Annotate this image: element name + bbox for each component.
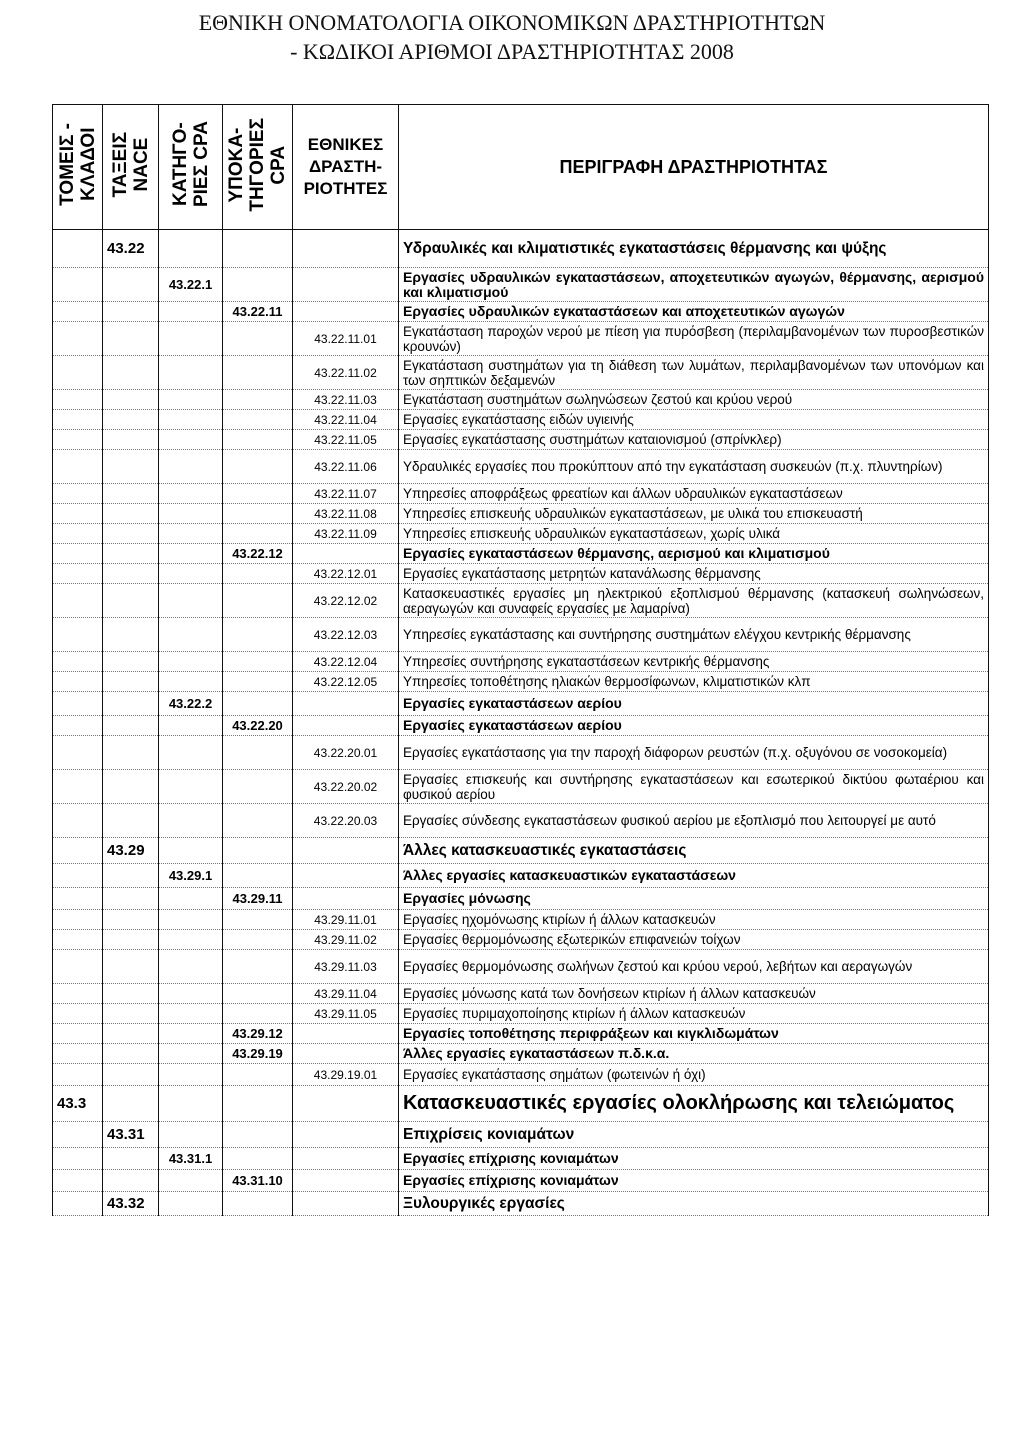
activity-code: 43.3 [53,1086,103,1122]
column-header-cpa-categories: ΚΑΤΗΓΟ- ΡΙΕΣ CPA [159,105,223,230]
empty-cell [223,804,293,838]
empty-cell [223,984,293,1004]
activity-description: Εργασίες εγκατάστασης για την παροχή διάφορων ρευστών (π.χ. οξυγόνου σε νοσοκομεία) [399,736,989,770]
empty-cell [103,356,159,390]
empty-cell [159,1024,223,1044]
table-row [53,230,989,268]
empty-cell [53,430,103,450]
table-row [53,390,989,410]
empty-cell [103,770,159,804]
activity-description: Άλλες εργασίες εγκαταστάσεων π.δ.κ.α. [399,1044,989,1064]
table-row [53,322,989,356]
table-row [53,1122,989,1148]
activity-description: Εργασίες εγκατάστασης συστημάτων καταιονισμού (σπρίνκλερ) [399,430,989,450]
empty-cell [53,1192,103,1216]
empty-cell [159,484,223,504]
table-row [53,1192,989,1216]
empty-cell [103,888,159,910]
column-header-nace-classes: ΤΑΞΕΙΣ NACE [103,105,159,230]
empty-cell [103,1044,159,1064]
empty-cell [159,888,223,910]
empty-cell [223,564,293,584]
activity-description: Ξυλουργικές εργασίες [399,1192,989,1216]
empty-cell [159,504,223,524]
empty-cell [159,838,223,864]
empty-cell [159,1086,223,1122]
empty-cell [159,524,223,544]
empty-cell [53,1122,103,1148]
empty-cell [223,1004,293,1024]
activity-description: Επιχρίσεις κονιαμάτων [399,1122,989,1148]
activity-description: Κατασκευαστικές εργασίες μη ηλεκτρικού εξοπλισμού θέρμανσης (κατασκευή σωληνώσεων, αεραγωγών και συναφείς εργασίες με λαμαρίνα) [399,584,989,618]
empty-cell [103,984,159,1004]
empty-cell [53,770,103,804]
empty-cell [103,950,159,984]
activity-description: Εργασίες εγκατάστασης μετρητών κατανάλωσης θέρμανσης [399,564,989,584]
activity-description: Εργασίες τοποθέτησης περιφράξεων και κιγκλιδωμάτων [399,1024,989,1044]
empty-cell [103,544,159,564]
activity-code: 43.22.11.08 [293,504,399,524]
empty-cell [293,1122,399,1148]
activity-description: Εργασίες σύνδεσης εγκαταστάσεων φυσικού αερίου με εξοπλισμό που λειτουργεί με αυτό [399,804,989,838]
activity-description: Εργασίες εγκαταστάσεων αερίου [399,716,989,736]
empty-cell [103,1004,159,1024]
empty-cell [223,910,293,930]
empty-cell [53,322,103,356]
activity-code: 43.22.12.01 [293,564,399,584]
activity-description: Υπηρεσίες τοποθέτησης ηλιακών θερμοσίφωνων, κλιματιστικών κλπ [399,672,989,692]
empty-cell [223,268,293,302]
empty-cell [293,1024,399,1044]
activity-code: 43.29.11.05 [293,1004,399,1024]
empty-cell [223,736,293,770]
activity-description: Εγκατάσταση συστημάτων για τη διάθεση των λυμάτων, περιλαμβανομένων των υπονόμων και των σηπτικών δεξαμενών [399,356,989,390]
activity-description: Εργασίες επίχρισης κονιαμάτων [399,1148,989,1170]
empty-cell [53,1170,103,1192]
table-row [53,1086,989,1122]
table-row [53,864,989,888]
empty-cell [159,1064,223,1086]
empty-cell [159,1192,223,1216]
activity-code: 43.22.11.02 [293,356,399,390]
activity-description: Εργασίες εγκατάστασης σημάτων (φωτεινών ή όχι) [399,1064,989,1086]
empty-cell [103,584,159,618]
empty-cell [53,618,103,652]
empty-cell [53,230,103,268]
activity-description: Υπηρεσίες αποφράξεως φρεατίων και άλλων υδραυλικών εγκαταστάσεων [399,484,989,504]
table-row [53,692,989,716]
empty-cell [103,804,159,838]
empty-cell [53,484,103,504]
empty-cell [159,302,223,322]
activity-code: 43.22.12.04 [293,652,399,672]
empty-cell [103,390,159,410]
empty-cell [223,524,293,544]
column-header-description: ΠΕΡΙΓΡΑΦΗ ΔΡΑΣΤΗΡΙΟΤΗΤΑΣ [399,105,989,230]
empty-cell [223,430,293,450]
empty-cell [223,390,293,410]
table-row [53,736,989,770]
empty-cell [103,930,159,950]
activity-description: Εργασίες υδραυλικών εγκαταστάσεων, αποχετευτικών αγωγών, θέρμανσης, αερισμού και κλιματισμού [399,268,989,302]
empty-cell [223,1122,293,1148]
empty-cell [223,450,293,484]
empty-cell [293,888,399,910]
empty-cell [53,804,103,838]
activity-code: 43.29.19.01 [293,1064,399,1086]
empty-cell [103,1170,159,1192]
empty-cell [159,230,223,268]
empty-cell [53,930,103,950]
activity-code: 43.29.11.02 [293,930,399,950]
empty-cell [53,504,103,524]
activity-code: 43.31.10 [223,1170,293,1192]
activity-code: 43.22.20.02 [293,770,399,804]
table-row [53,450,989,484]
empty-cell [223,1192,293,1216]
activity-code: 43.22.11.09 [293,524,399,544]
empty-cell [103,504,159,524]
table-row [53,1148,989,1170]
activity-description: Εγκατάσταση συστημάτων σωληνώσεων ζεστού και κρύου νερού [399,390,989,410]
empty-cell [53,838,103,864]
activity-code: 43.22.11.07 [293,484,399,504]
activity-code: 43.22.11.03 [293,390,399,410]
activity-description: Άλλες εργασίες κατασκευαστικών εγκαταστάσεων [399,864,989,888]
table-body [53,230,989,1216]
empty-cell [103,864,159,888]
activity-code: 43.22.1 [159,268,223,302]
activity-description: Υπηρεσίες επισκευής υδραυλικών εγκαταστάσεων, με υλικά του επισκευαστή [399,504,989,524]
empty-cell [103,1024,159,1044]
empty-cell [223,930,293,950]
empty-cell [223,652,293,672]
activity-code: 43.22.11.01 [293,322,399,356]
empty-cell [53,910,103,930]
empty-cell [103,652,159,672]
activity-description: Εργασίες θερμομόνωσης εξωτερικών επιφανειών τοίχων [399,930,989,950]
activity-description: Υδραυλικές εργασίες που προκύπτουν από την εγκατάσταση συσκευών (π.χ. πλυντηρίων) [399,450,989,484]
empty-cell [53,450,103,484]
activity-description: Άλλες κατασκευαστικές εγκαταστάσεις [399,838,989,864]
empty-cell [223,864,293,888]
table-row [53,672,989,692]
activity-description: Κατασκευαστικές εργασίες ολοκλήρωσης και τελειώματος [399,1086,989,1122]
activity-code: 43.22.2 [159,692,223,716]
empty-cell [103,1086,159,1122]
activity-description: Εργασίες πυριμαχοποίησης κτιρίων ή άλλων κατασκευών [399,1004,989,1024]
table-row [53,302,989,322]
activity-code: 43.29 [103,838,159,864]
empty-cell [293,838,399,864]
empty-cell [103,564,159,584]
table-row [53,544,989,564]
table-row [53,1004,989,1024]
activity-description: Εργασίες επίχρισης κονιαμάτων [399,1170,989,1192]
empty-cell [103,1148,159,1170]
empty-cell [293,230,399,268]
empty-cell [53,1024,103,1044]
activity-code: 43.29.11.01 [293,910,399,930]
activity-code: 43.31 [103,1122,159,1148]
empty-cell [53,390,103,410]
empty-cell [159,930,223,950]
title-line-1: ΕΘΝΙΚΗ ΟΝΟΜΑΤΟΛΟΓΙΑ ΟΙΚΟΝΟΜΙΚΩΝ ΔΡΑΣΤΗΡΙΟΤΗΤΩΝ [198,10,826,35]
empty-cell [53,888,103,910]
empty-cell [53,544,103,564]
activity-code: 43.29.19 [223,1044,293,1064]
activity-code: 43.22.12.05 [293,672,399,692]
activity-code: 43.22.20.01 [293,736,399,770]
empty-cell [159,410,223,430]
table-row [53,524,989,544]
empty-cell [103,736,159,770]
table-row [53,430,989,450]
empty-cell [223,322,293,356]
activity-code: 43.22.12.02 [293,584,399,618]
empty-cell [293,1170,399,1192]
empty-cell [159,1044,223,1064]
table-row [53,484,989,504]
activity-code: 43.22.20.03 [293,804,399,838]
activity-code: 43.22.11.06 [293,450,399,484]
empty-cell [53,692,103,716]
activity-code: 43.31.1 [159,1148,223,1170]
activity-code: 43.22.11 [223,302,293,322]
empty-cell [293,544,399,564]
empty-cell [223,410,293,430]
activity-description: Εργασίες εγκαταστάσεων θέρμανσης, αερισμού και κλιματισμού [399,544,989,564]
empty-cell [159,430,223,450]
activity-description: Υδραυλικές και κλιματιστικές εγκαταστάσεις θέρμανσης και ψύξης [399,230,989,268]
empty-cell [293,1192,399,1216]
empty-cell [159,544,223,564]
empty-cell [223,692,293,716]
activity-description: Εργασίες μόνωσης κατά των δονήσεων κτιρίων ή άλλων κατασκευών [399,984,989,1004]
empty-cell [53,950,103,984]
activity-description: Εργασίες επισκευής και συντήρησης εγκαταστάσεων και εσωτερικού δικτύου φωταέριου και φυσικού αερίου [399,770,989,804]
empty-cell [293,1148,399,1170]
empty-cell [159,564,223,584]
empty-cell [223,1148,293,1170]
empty-cell [53,1044,103,1064]
empty-cell [223,584,293,618]
empty-cell [159,950,223,984]
empty-cell [223,484,293,504]
column-header-national-activities: ΕΘΝΙΚΕΣ ΔΡΑΣΤΗ- ΡΙΟΤΗΤΕΣ [293,105,399,230]
empty-cell [223,504,293,524]
document-title [0,8,1024,66]
empty-cell [293,864,399,888]
empty-cell [223,672,293,692]
activity-code: 43.32 [103,1192,159,1216]
empty-cell [53,410,103,430]
activity-description: Εργασίες υδραυλικών εγκαταστάσεων και αποχετευτικών αγωγών [399,302,989,322]
table-row [53,950,989,984]
empty-cell [53,716,103,736]
table-row [53,1170,989,1192]
empty-cell [293,268,399,302]
empty-cell [103,302,159,322]
activity-code: 43.29.11.04 [293,984,399,1004]
empty-cell [103,410,159,430]
table-header-row [53,105,989,230]
activity-description: Εργασίες εγκαταστάσεων αερίου [399,692,989,716]
empty-cell [159,716,223,736]
empty-cell [103,692,159,716]
empty-cell [103,268,159,302]
empty-cell [53,584,103,618]
empty-cell [223,838,293,864]
title-line-2: - ΚΩΔΙΚΟΙ ΑΡΙΘΜΟΙ ΔΡΑΣΤΗΡΙΟΤΗΤΑΣ 2008 [290,39,734,64]
table-row [53,268,989,302]
empty-cell [53,356,103,390]
empty-cell [159,910,223,930]
empty-cell [103,484,159,504]
empty-cell [159,390,223,410]
empty-cell [159,984,223,1004]
empty-cell [223,950,293,984]
empty-cell [53,564,103,584]
empty-cell [293,302,399,322]
activity-description: Υπηρεσίες επισκευής υδραυλικών εγκαταστάσεων, χωρίς υλικά [399,524,989,544]
empty-cell [159,1122,223,1148]
empty-cell [103,430,159,450]
table-row [53,910,989,930]
empty-cell [53,1004,103,1024]
activity-codes-table [52,104,989,1216]
activity-description: Υπηρεσίες συντήρησης εγκαταστάσεων κεντρικής θέρμανσης [399,652,989,672]
empty-cell [293,716,399,736]
activity-description: Εγκατάσταση παροχών νερού με πίεση για πυρόσβεση (περιλαμβανομένων των πυροσβεστικών κρουνών) [399,322,989,356]
empty-cell [293,1086,399,1122]
empty-cell [53,864,103,888]
table-row [53,1024,989,1044]
activity-description: Εργασίες εγκατάστασης ειδών υγιεινής [399,410,989,430]
empty-cell [159,804,223,838]
empty-cell [103,672,159,692]
empty-cell [53,652,103,672]
activity-description: Εργασίες ηχομόνωσης κτιρίων ή άλλων κατασκευών [399,910,989,930]
empty-cell [103,1064,159,1086]
activity-code: 43.29.11 [223,888,293,910]
table-row [53,584,989,618]
table-row [53,410,989,430]
activity-code: 43.22.20 [223,716,293,736]
table-row [53,888,989,910]
activity-code: 43.22.12 [223,544,293,564]
table-row [53,356,989,390]
activity-description: Υπηρεσίες εγκατάστασης και συντήρησης συστημάτων ελέγχου κεντρικής θέρμανσης [399,618,989,652]
empty-cell [293,692,399,716]
empty-cell [159,618,223,652]
empty-cell [103,618,159,652]
activity-code: 43.29.1 [159,864,223,888]
table-row [53,984,989,1004]
empty-cell [159,1170,223,1192]
empty-cell [159,736,223,770]
empty-cell [159,322,223,356]
activity-code: 43.22 [103,230,159,268]
table-row [53,1044,989,1064]
activity-code: 43.22.12.03 [293,618,399,652]
column-header-cpa-subcategories: ΥΠΟΚΑ- ΤΗΓΟΡΙΕΣ CPA [223,105,293,230]
empty-cell [159,356,223,390]
empty-cell [223,230,293,268]
table-row [53,716,989,736]
empty-cell [103,716,159,736]
empty-cell [53,268,103,302]
empty-cell [223,770,293,804]
empty-cell [103,524,159,544]
empty-cell [159,672,223,692]
empty-cell [53,984,103,1004]
empty-cell [53,302,103,322]
table-row [53,1064,989,1086]
empty-cell [223,356,293,390]
empty-cell [103,910,159,930]
empty-cell [159,770,223,804]
empty-cell [159,652,223,672]
activity-description: Εργασίες μόνωσης [399,888,989,910]
activity-code: 43.22.11.04 [293,410,399,430]
table-row [53,504,989,524]
empty-cell [53,672,103,692]
empty-cell [223,1086,293,1122]
empty-cell [159,1004,223,1024]
table-row [53,652,989,672]
activity-code: 43.29.11.03 [293,950,399,984]
column-header-sectors: ΤΟΜΕΙΣ - ΚΛΑΔΟΙ [53,105,103,230]
empty-cell [293,1044,399,1064]
empty-cell [223,1064,293,1086]
table-row [53,770,989,804]
table-row [53,930,989,950]
table-row [53,618,989,652]
empty-cell [53,524,103,544]
activity-code: 43.29.12 [223,1024,293,1044]
activity-description: Εργασίες θερμομόνωσης σωλήνων ζεστού και κρύου νερού, λεβήτων και αεραγωγών [399,950,989,984]
empty-cell [223,618,293,652]
empty-cell [53,1064,103,1086]
table-row [53,564,989,584]
empty-cell [103,450,159,484]
empty-cell [159,584,223,618]
table-row [53,838,989,864]
empty-cell [53,736,103,770]
empty-cell [53,1148,103,1170]
empty-cell [103,322,159,356]
table-row [53,804,989,838]
activity-code: 43.22.11.05 [293,430,399,450]
empty-cell [159,450,223,484]
